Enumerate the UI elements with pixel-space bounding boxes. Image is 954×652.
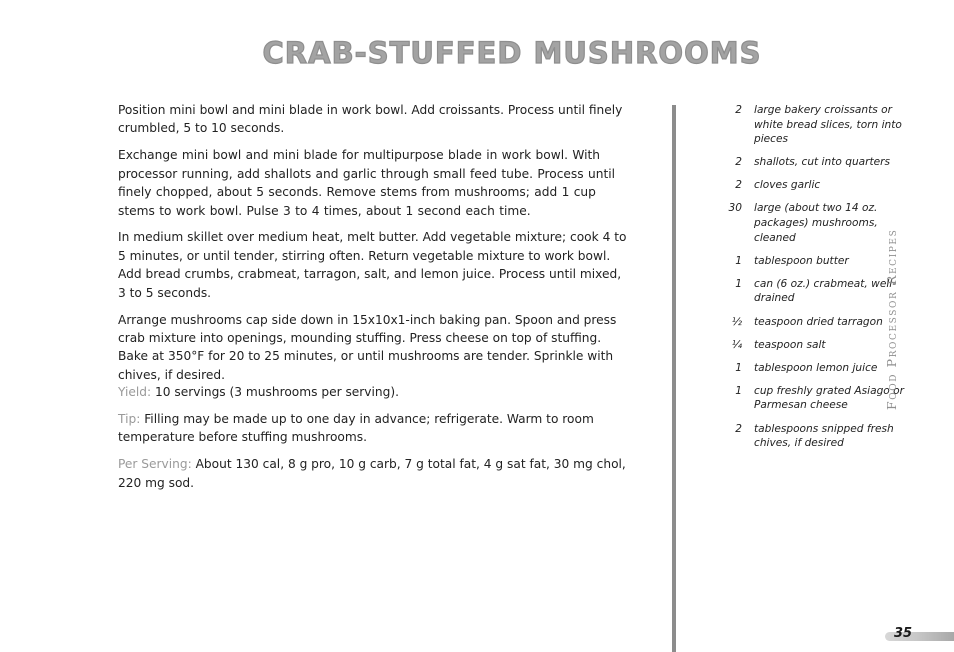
ingredient-text: tablespoon butter — [754, 254, 849, 267]
ingredient-text: large (about two 14 oz. packages) mushrooms, cleaned — [754, 202, 878, 244]
instruction-step: Exchange mini bowl and mini blade for multipurpose blade in work bowl. With processor running, add shallots and garlic through small feed tube. Process until finely chopped, about 5 seconds. Remove stems from mushrooms; add 1 cup stems to work bowl. Pulse 3 to 4 times, about 1 second each time. — [118, 148, 615, 218]
instruction-step: In medium skillet over medium heat, melt butter. Add vegetable mixture; cook 4 to 5 minutes, or until tender, stirring often. Return vegetable mixture to work bowl. Add bread crumbs, crabmeat, tarragon, salt, and lemon juice. Process until mixed, 3 to 5 seconds. — [118, 230, 627, 300]
ingredient-quantity: 1 — [735, 384, 742, 397]
instruction-step: Arrange mushrooms cap side down in 15x10x1-inch baking pan. Spoon and press crab mixture into openings, mounding stuffing. Press cheese on top of stuffing. Bake at 350°F for 20 to 25 minutes, or until mushrooms are tender. Sprinkle with chives, if desired. — [118, 312, 617, 382]
ingredient-text: cloves garlic — [754, 179, 821, 192]
ingredient-text: teaspoon dried tarragon — [754, 315, 883, 328]
ingredient-quantity: 1 — [735, 361, 742, 374]
ingredient-quantity: 2 — [735, 422, 742, 435]
section-tab: Food Processor Recipes — [884, 228, 899, 410]
page-number: 35 — [894, 626, 913, 641]
ingredient-quantity: 2 — [735, 179, 742, 192]
ingredient-text: teaspoon salt — [754, 338, 826, 351]
nutrition-text: About 130 cal, 8 g pro, 10 g carb, 7 g total fat, 4 g sat fat, 30 mg chol, 220 mg sod. — [118, 457, 626, 490]
ingredient-text: cup freshly grated Asiago or Parmesan cheese — [754, 384, 904, 412]
ingredient-text: tablespoons snipped fresh chives, if desired — [754, 422, 894, 450]
nutrition-note — [118, 455, 630, 492]
ingredient-item — [720, 422, 920, 451]
column-divider — [672, 105, 676, 652]
ingredient-quantity: ½ — [731, 315, 742, 328]
ingredient-text: shallots, cut into quarters — [754, 156, 891, 169]
tip-note — [118, 410, 630, 447]
ingredient-item — [720, 178, 920, 193]
tip-label: Tip: — [118, 411, 141, 426]
tip-text: Filling may be made up to one day in advance; refrigerate. Warm to room temperature before stuffing mushrooms. — [118, 411, 594, 445]
ingredient-item — [720, 155, 920, 170]
ingredient-text: tablespoon lemon juice — [754, 361, 878, 374]
recipe-notes — [118, 383, 630, 501]
ingredient-item — [720, 103, 920, 147]
ingredient-text: large bakery croissants or white bread slices, torn into pieces — [754, 104, 902, 146]
ingredient-text: can (6 oz.) crabmeat, well-drained — [754, 277, 897, 305]
ingredient-quantity: ¼ — [731, 338, 742, 351]
yield-text: 10 servings (3 mushrooms per serving). — [155, 385, 399, 399]
nutrition-label: Per Serving: — [118, 457, 192, 472]
yield-label: Yield: — [118, 385, 152, 399]
ingredient-quantity: 1 — [735, 277, 742, 290]
instruction-step: Position mini bowl and mini blade in work bowl. Add croissants. Process until finely crumbled, 5 to 10 seconds. — [118, 103, 623, 136]
recipe-title: CRAB-STUFFED MUSHROOMS — [262, 36, 762, 70]
recipe-instructions — [118, 101, 628, 393]
ingredient-quantity: 30 — [728, 202, 742, 215]
ingredient-quantity: 2 — [735, 156, 742, 169]
ingredient-quantity: 1 — [735, 254, 742, 267]
ingredient-quantity: 2 — [735, 104, 742, 116]
yield-note — [118, 383, 630, 401]
